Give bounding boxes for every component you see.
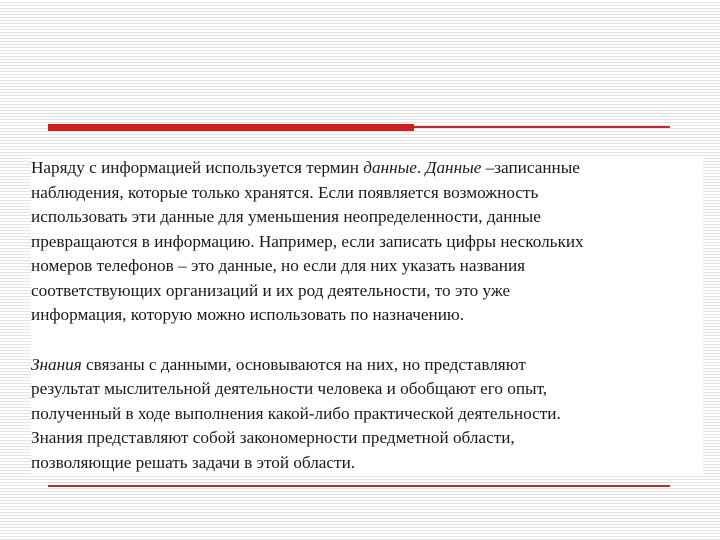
text-line: результат мыслительной деятельности человека и обобщают его опыт, <box>31 379 548 398</box>
term-data-capitalized: Данные <box>425 158 482 177</box>
bottom-rule <box>48 485 670 487</box>
text-line: полученный в ходе выполнения какой-либо практической деятельности. <box>31 403 561 423</box>
text-line: Знания связаны с данными, основываются на них, но представляют <box>31 354 526 374</box>
text-line: позволяющие решать задачи в этой области. <box>31 452 356 472</box>
term-data: данные <box>363 158 417 177</box>
text-line: превращаются в информацию. Например, если записать цифры нескольких <box>31 231 584 251</box>
term-knowledge: Знания <box>31 354 82 374</box>
paragraph-data-definition <box>31 156 703 328</box>
top-rule <box>414 126 670 128</box>
text-line: соответствующих организаций и их род деятельности, то это уже <box>31 280 511 300</box>
text-line: использовать эти данные для уменьшения неопределенности, данные <box>31 207 541 226</box>
text-line: наблюдения, которые только хранятся. Если появляется возможность <box>31 182 539 202</box>
text-line: информация, которую можно использовать по назначению. <box>31 305 465 324</box>
text-line: Знания представляют собой закономерности предметной области, <box>31 428 515 447</box>
slide-body <box>31 156 703 475</box>
accent-bar <box>48 124 414 131</box>
text-line: Наряду с информацией используется термин данные. Данные –записанные <box>31 158 580 177</box>
text-line: номеров телефонов – это данные, но если для них указать названия <box>31 256 526 275</box>
paragraph-knowledge-definition <box>31 353 703 476</box>
